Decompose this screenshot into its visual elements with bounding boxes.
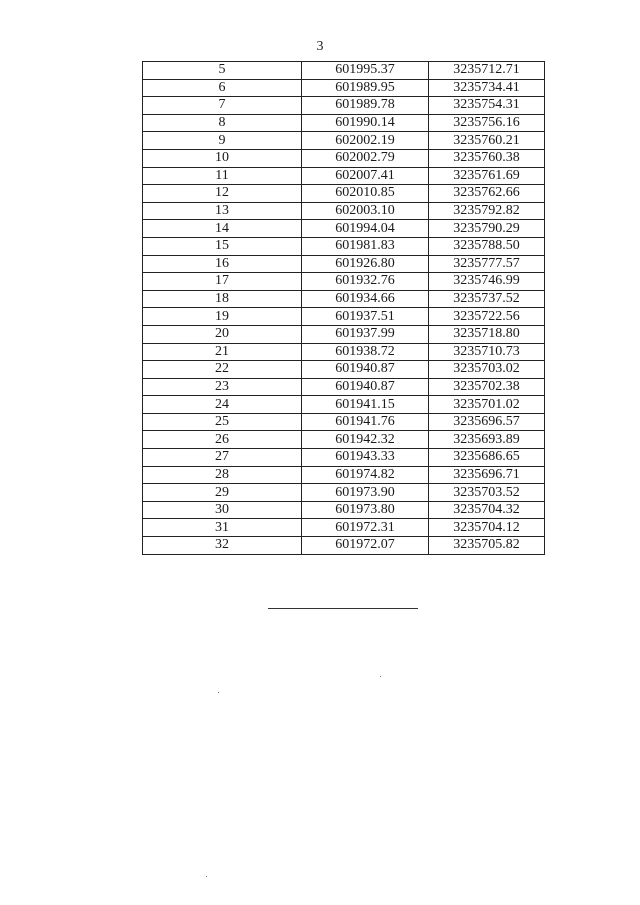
point-number-cell: 19 bbox=[143, 308, 302, 326]
x-coordinate-cell: 601972.07 bbox=[302, 537, 429, 555]
x-coordinate-cell: 601943.33 bbox=[302, 449, 429, 467]
x-coordinate-cell: 601972.31 bbox=[302, 519, 429, 537]
x-coordinate-cell: 602002.79 bbox=[302, 149, 429, 167]
table-row bbox=[143, 537, 545, 555]
x-coordinate-cell: 601995.37 bbox=[302, 62, 429, 80]
page-number: 3 bbox=[316, 39, 324, 54]
table-row bbox=[143, 484, 545, 502]
point-number-cell: 31 bbox=[143, 519, 302, 537]
table-row bbox=[143, 361, 545, 379]
y-coordinate-cell: 3235704.32 bbox=[429, 501, 545, 519]
table-row bbox=[143, 343, 545, 361]
y-coordinate-cell: 3235788.50 bbox=[429, 237, 545, 255]
y-coordinate-cell: 3235702.38 bbox=[429, 378, 545, 396]
point-number-cell: 32 bbox=[143, 537, 302, 555]
point-number-cell: 13 bbox=[143, 202, 302, 220]
y-coordinate-cell: 3235718.80 bbox=[429, 325, 545, 343]
point-number-cell: 27 bbox=[143, 449, 302, 467]
scan-speck bbox=[206, 876, 207, 877]
table-row bbox=[143, 466, 545, 484]
y-coordinate-cell: 3235686.65 bbox=[429, 449, 545, 467]
point-number-cell: 23 bbox=[143, 378, 302, 396]
table-row bbox=[143, 167, 545, 185]
x-coordinate-cell: 601940.87 bbox=[302, 361, 429, 379]
point-number-cell: 9 bbox=[143, 132, 302, 150]
x-coordinate-cell: 601938.72 bbox=[302, 343, 429, 361]
table-row bbox=[143, 149, 545, 167]
table-row bbox=[143, 114, 545, 132]
table-row bbox=[143, 501, 545, 519]
x-coordinate-cell: 601942.32 bbox=[302, 431, 429, 449]
table-row bbox=[143, 62, 545, 80]
point-number-cell: 20 bbox=[143, 325, 302, 343]
table-row bbox=[143, 308, 545, 326]
point-number-cell: 8 bbox=[143, 114, 302, 132]
x-coordinate-cell: 602010.85 bbox=[302, 185, 429, 203]
y-coordinate-cell: 3235754.31 bbox=[429, 97, 545, 115]
scan-speck bbox=[218, 692, 219, 693]
y-coordinate-cell: 3235703.52 bbox=[429, 484, 545, 502]
x-coordinate-cell: 601989.95 bbox=[302, 79, 429, 97]
table-row bbox=[143, 255, 545, 273]
y-coordinate-cell: 3235703.02 bbox=[429, 361, 545, 379]
y-coordinate-cell: 3235705.82 bbox=[429, 537, 545, 555]
table-row bbox=[143, 79, 545, 97]
x-coordinate-cell: 601937.99 bbox=[302, 325, 429, 343]
table-row bbox=[143, 132, 545, 150]
point-number-cell: 29 bbox=[143, 484, 302, 502]
y-coordinate-cell: 3235760.38 bbox=[429, 149, 545, 167]
y-coordinate-cell: 3235761.69 bbox=[429, 167, 545, 185]
table-row bbox=[143, 97, 545, 115]
x-coordinate-cell: 601973.80 bbox=[302, 501, 429, 519]
point-number-cell: 24 bbox=[143, 396, 302, 414]
y-coordinate-cell: 3235737.52 bbox=[429, 290, 545, 308]
table-row bbox=[143, 273, 545, 291]
y-coordinate-cell: 3235746.99 bbox=[429, 273, 545, 291]
y-coordinate-cell: 3235792.82 bbox=[429, 202, 545, 220]
table-row bbox=[143, 202, 545, 220]
x-coordinate-cell: 601990.14 bbox=[302, 114, 429, 132]
y-coordinate-cell: 3235712.71 bbox=[429, 62, 545, 80]
point-number-cell: 5 bbox=[143, 62, 302, 80]
point-number-cell: 11 bbox=[143, 167, 302, 185]
point-number-cell: 21 bbox=[143, 343, 302, 361]
table-row bbox=[143, 325, 545, 343]
point-number-cell: 25 bbox=[143, 413, 302, 431]
x-coordinate-cell: 601994.04 bbox=[302, 220, 429, 238]
coordinates-table-body bbox=[143, 62, 545, 555]
point-number-cell: 28 bbox=[143, 466, 302, 484]
y-coordinate-cell: 3235777.57 bbox=[429, 255, 545, 273]
table-row bbox=[143, 431, 545, 449]
point-number-cell: 14 bbox=[143, 220, 302, 238]
table-row bbox=[143, 378, 545, 396]
y-coordinate-cell: 3235704.12 bbox=[429, 519, 545, 537]
x-coordinate-cell: 602002.19 bbox=[302, 132, 429, 150]
x-coordinate-cell: 602003.10 bbox=[302, 202, 429, 220]
coordinates-table bbox=[142, 61, 545, 555]
y-coordinate-cell: 3235722.56 bbox=[429, 308, 545, 326]
table-row bbox=[143, 396, 545, 414]
table-row bbox=[143, 290, 545, 308]
x-coordinate-cell: 601973.90 bbox=[302, 484, 429, 502]
y-coordinate-cell: 3235696.71 bbox=[429, 466, 545, 484]
x-coordinate-cell: 601941.76 bbox=[302, 413, 429, 431]
point-number-cell: 18 bbox=[143, 290, 302, 308]
table-row bbox=[143, 220, 545, 238]
point-number-cell: 30 bbox=[143, 501, 302, 519]
x-coordinate-cell: 601932.76 bbox=[302, 273, 429, 291]
y-coordinate-cell: 3235760.21 bbox=[429, 132, 545, 150]
x-coordinate-cell: 601934.66 bbox=[302, 290, 429, 308]
table-row bbox=[143, 449, 545, 467]
point-number-cell: 10 bbox=[143, 149, 302, 167]
table-row bbox=[143, 237, 545, 255]
x-coordinate-cell: 601974.82 bbox=[302, 466, 429, 484]
x-coordinate-cell: 601941.15 bbox=[302, 396, 429, 414]
x-coordinate-cell: 601926.80 bbox=[302, 255, 429, 273]
point-number-cell: 15 bbox=[143, 237, 302, 255]
y-coordinate-cell: 3235710.73 bbox=[429, 343, 545, 361]
point-number-cell: 16 bbox=[143, 255, 302, 273]
x-coordinate-cell: 601989.78 bbox=[302, 97, 429, 115]
y-coordinate-cell: 3235696.57 bbox=[429, 413, 545, 431]
point-number-cell: 12 bbox=[143, 185, 302, 203]
end-of-table-rule bbox=[268, 608, 418, 609]
y-coordinate-cell: 3235762.66 bbox=[429, 185, 545, 203]
table-row bbox=[143, 185, 545, 203]
y-coordinate-cell: 3235693.89 bbox=[429, 431, 545, 449]
point-number-cell: 17 bbox=[143, 273, 302, 291]
x-coordinate-cell: 601981.83 bbox=[302, 237, 429, 255]
y-coordinate-cell: 3235734.41 bbox=[429, 79, 545, 97]
y-coordinate-cell: 3235790.29 bbox=[429, 220, 545, 238]
x-coordinate-cell: 601940.87 bbox=[302, 378, 429, 396]
point-number-cell: 7 bbox=[143, 97, 302, 115]
scan-speck bbox=[380, 676, 381, 677]
table-row bbox=[143, 413, 545, 431]
x-coordinate-cell: 601937.51 bbox=[302, 308, 429, 326]
y-coordinate-cell: 3235701.02 bbox=[429, 396, 545, 414]
point-number-cell: 6 bbox=[143, 79, 302, 97]
y-coordinate-cell: 3235756.16 bbox=[429, 114, 545, 132]
table-row bbox=[143, 519, 545, 537]
point-number-cell: 26 bbox=[143, 431, 302, 449]
point-number-cell: 22 bbox=[143, 361, 302, 379]
x-coordinate-cell: 602007.41 bbox=[302, 167, 429, 185]
